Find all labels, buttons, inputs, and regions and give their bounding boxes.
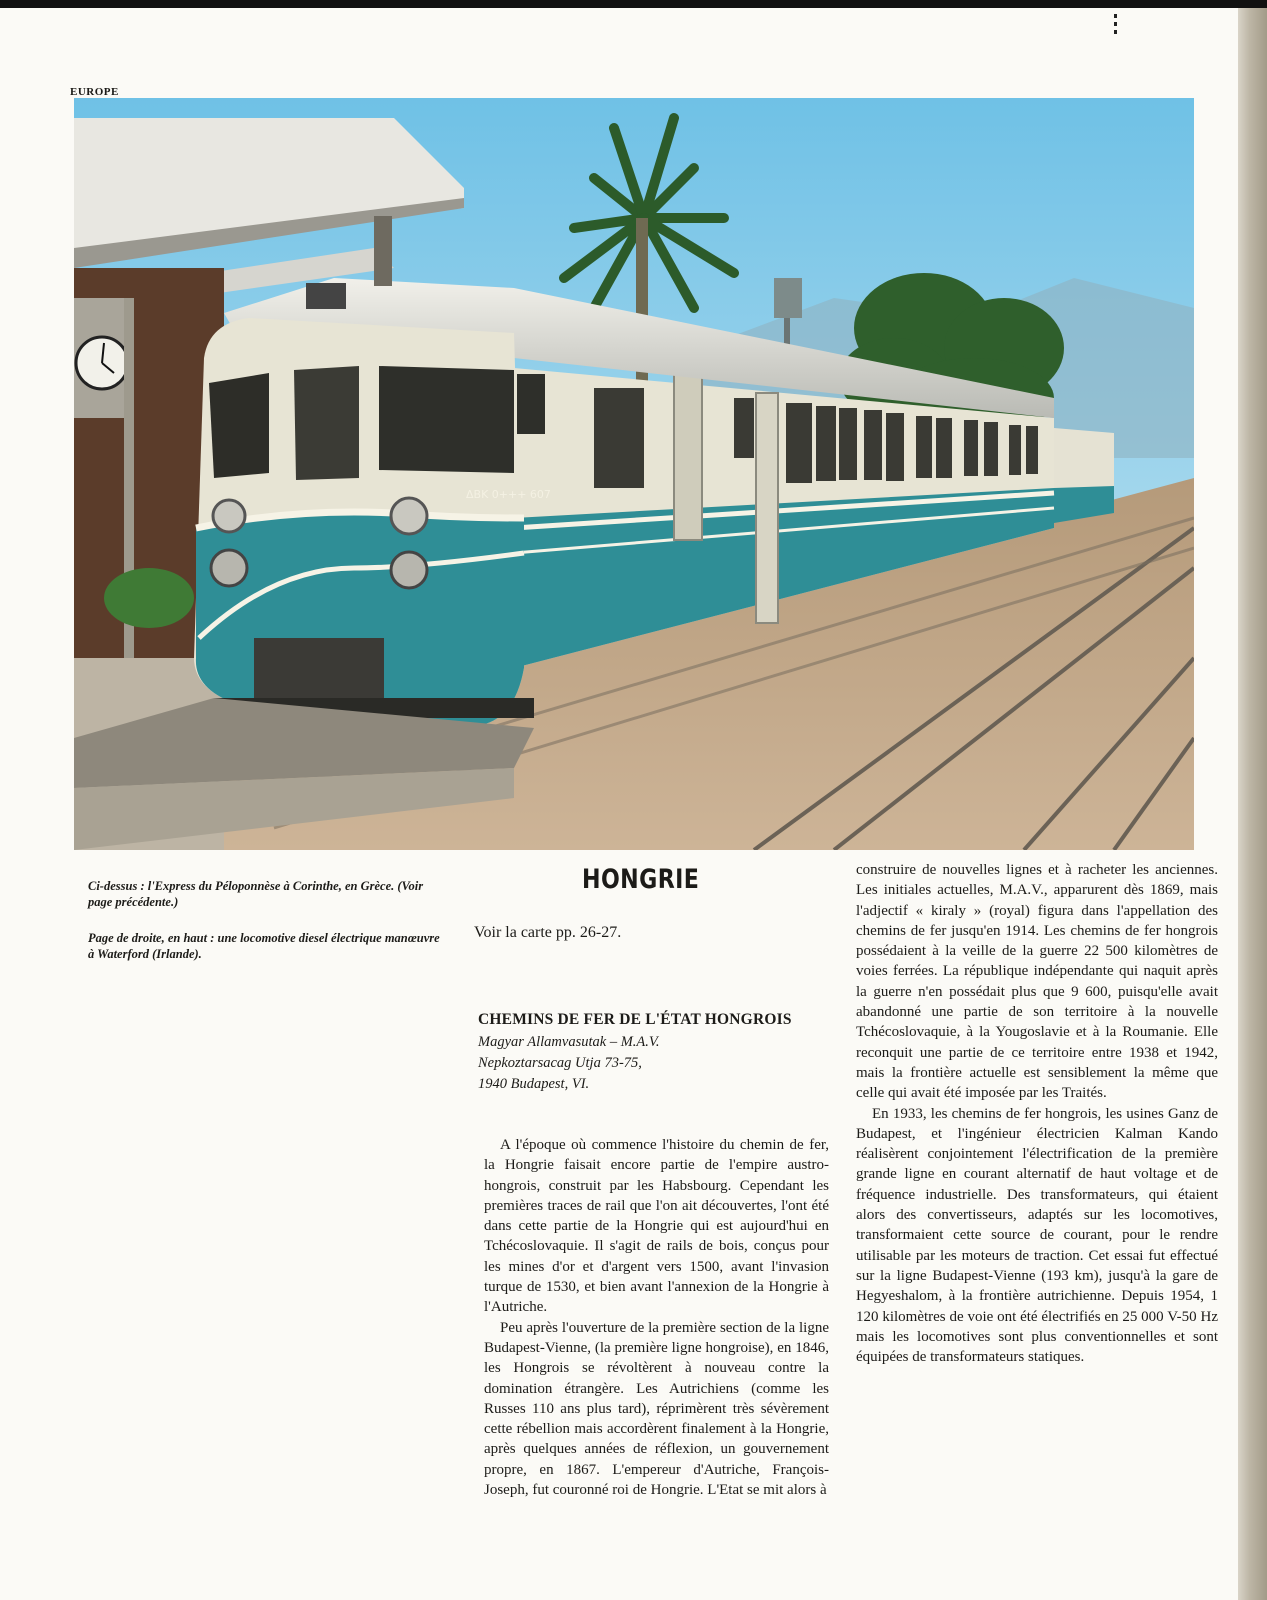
body-column-left <box>484 1135 829 1500</box>
running-head: EUROPE <box>70 86 119 98</box>
scan-marks <box>1113 10 1119 44</box>
section-title: HONGRIE <box>582 864 700 895</box>
body-paragraph: A l'époque où commence l'histoire du chemin de fer, la Hongrie faisait encore partie de l'empire austro-hongrois, construit par les Habsbourg. Cependant les premières traces de rail que l'on ait découvertes, l'ont été dans cette partie de la Hongrie qui est aujourd'hui en Tchécoslovaquie. Il s'agit de rails de bois, conçus pour les mines d'or et d'argent vers 1500, avant l'invasion turque de 1530, et bien avant l'annexion de la Hongrie à l'Autriche. <box>484 1137 829 1316</box>
railcar-photo <box>74 98 1194 850</box>
facing-page-edge <box>1238 8 1267 1600</box>
body-paragraph: En 1933, les chemins de fer hongrois, les usines Ganz de Budapest, et l'ingénieur électricien Kalman Kando réalisèrent conjointement l'électrification de la première grande ligne en courant alternatif de haut voltage et de fréquence industrielle. Des transformateurs, qui étaient alors des convertisseurs, adaptés sur les locomotives, transformaient cette source de courant, pour le rendre utilisable par les moteurs de traction. Cet essai fut effectué sur la ligne Budapest-Vienne (193 km), jusqu'à la gare de Hegyeshalom, à la frontière autrichienne. Depuis 1954, 1 120 kilomètres de voie ont été électrifiés en 25 000 V-50 Hz mais les locomotives sont plus conventionnelles et sont équipées de transformateurs statiques. <box>856 1105 1218 1366</box>
photo-caption-top: Ci-dessus : l'Express du Péloponnèse à Corinthe, en Grèce. (Voir page précédente.) <box>88 879 424 909</box>
address-line: Nepkoztarsacag Utja 73-75, <box>478 1055 642 1071</box>
train-at-station-illustration <box>74 98 1194 850</box>
address-line: 1940 Budapest, VI. <box>478 1076 590 1092</box>
body-paragraph: Peu après l'ouverture de la première section de la ligne Budapest-Vienne, (la première ligne hongroise), en 1846, les Hongrois se révoltèrent à nouveau contre la domination étrangère. Les Autrichiens (comme les Russes 110 ans plus tard), réprimèrent très sévèrement cette rébellion mais accordèrent finalement à la Hongrie, après quelques années de réflexion, un gouvernement propre, en 1867. L'empereur d'Autriche, François-Joseph, fut couronné roi de Hongrie. L'Etat se mit alors à <box>484 1319 829 1499</box>
address-line: Magyar Allamvasutak – M.A.V. <box>478 1034 660 1050</box>
railway-organization <box>478 1010 823 1095</box>
body-column-right <box>856 860 1218 1367</box>
photo-caption-right-page: Page de droite, en haut : une locomotive diesel électrique manœuvre à Waterford (Irlande). <box>88 931 440 961</box>
organization-address <box>478 1032 823 1095</box>
map-reference: Voir la carte pp. 26-27. <box>474 924 622 941</box>
organization-name: CHEMINS DE FER DE L'ÉTAT HONGROIS <box>478 1011 792 1028</box>
train-number: ΔBK 0+++ 607 <box>466 488 551 501</box>
body-paragraph: construire de nouvelles lignes et à racheter les anciennes. Les initiales actuelles, M.A.V., apparurent dès 1869, mais l'adjectif « kiraly » (royal) figura dans l'appellation des chemins de fer jusqu'en 1914. Les chemins de fer hongrois possédaient à la veille de la guerre 22 500 kilomètres de voies ferrées. La république indépendante qui naquit après la guerre n'en possédait plus que 9 600, puisqu'elle avait abandonné une partie de son territoire à la nouvelle Tchécoslovaquie, à la Yougoslavie et à la Roumanie. Elle reconquit une partie de ce territoire entre 1938 et 1942, mais la frontière actuelle est sensiblement la même que celle qui avait été imposée par les Traités. <box>856 862 1218 1102</box>
